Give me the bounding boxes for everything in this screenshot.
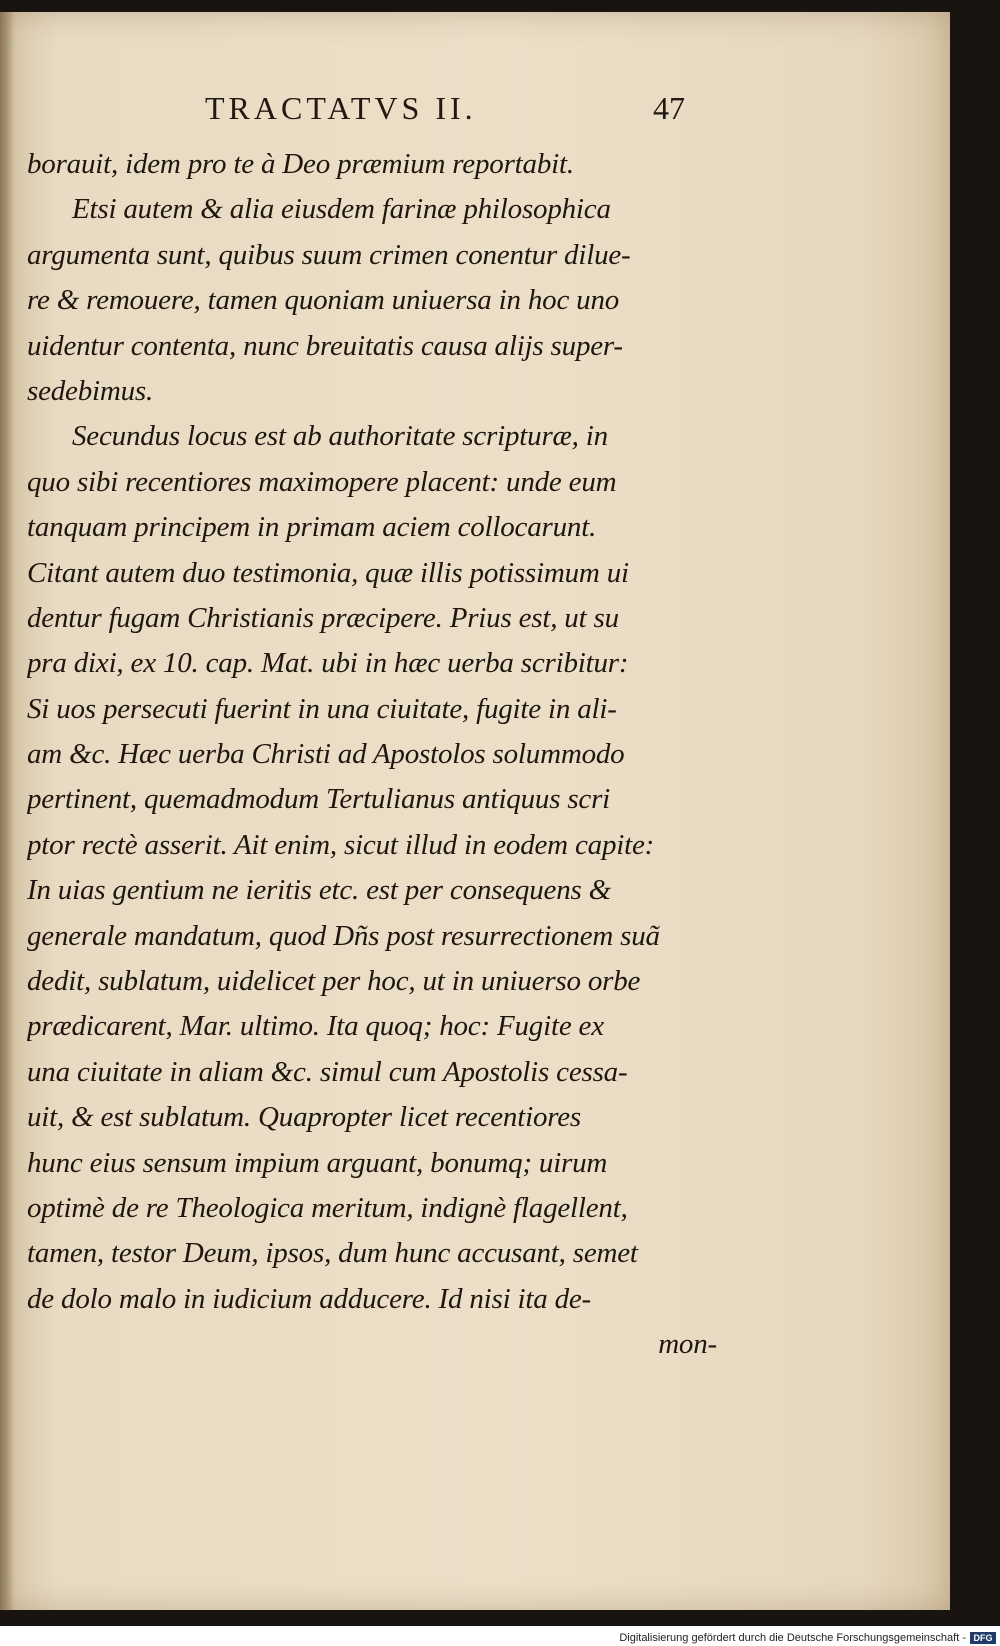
dfg-logo: DFG (970, 1632, 996, 1644)
text-line: pra dixi, ex 10. cap. Mat. ubi in hæc uerba scribitur: (27, 647, 629, 680)
footer-bar (0, 1630, 1000, 1646)
running-head (205, 90, 685, 130)
text-line: tamen, testor Deum, ipsos, dum hunc accusant, semet (27, 1237, 638, 1270)
text-line: Si uos persecuti fuerint in una ciuitate, fugite in ali- (27, 692, 617, 725)
text-line: Etsi autem & alia eiusdem farinæ philosophica (72, 193, 611, 226)
text-line: sedebimus. (27, 374, 154, 407)
page-edge-shadow (988, 1210, 1000, 1270)
funding-credit: Digitalisierung gefördert durch die Deutsche Forschungsgemeinschaft - (619, 1632, 966, 1644)
text-line: borauit, idem pro te à Deo præmium reportabit. (27, 148, 574, 180)
text-line: generale mandatum, quod Dñs post resurrectionem suã (27, 919, 660, 952)
running-title: TRACTATVS II. (205, 90, 477, 126)
text-line: una ciuitate in aliam &c. simul cum Apostolis cessa- (27, 1055, 628, 1088)
book-page (0, 12, 950, 1610)
text-line: tanquam principem in primam aciem collocarunt. (27, 511, 597, 544)
text-line: hunc eius sensum impium arguant, bonumq; uirum (27, 1146, 608, 1179)
text-line: ptor rectè asserit. Ait enim, sicut illud in eodem capite: (27, 828, 655, 861)
text-line: prædicarent, Mar. ultimo. Ita quoq; hoc: Fugite ex (27, 1010, 604, 1043)
text-line: uit, & est sublatum. Quapropter licet recentiores (27, 1101, 582, 1134)
catchword: mon- (658, 1328, 717, 1361)
text-block (27, 142, 717, 1368)
text-line: dedit, sublatum, uidelicet per hoc, ut in uniuerso orbe (27, 965, 641, 998)
text-line: dentur fugam Christianis præcipere. Prius est, ut su (27, 601, 619, 634)
text-line: re & remouere, tamen quoniam uniuersa in hoc uno (27, 284, 620, 317)
text-line: optimè de re Theologica meritum, indignè flagellent, (27, 1191, 628, 1224)
text-line: pertinent, quemadmodum Tertulianus antiquus scri (27, 783, 611, 816)
text-line: am &c. Hæc uerba Christi ad Apostolos solummodo (27, 738, 625, 771)
text-line: de dolo malo in iudicium adducere. Id nisi ita de- (27, 1282, 591, 1315)
text-line: Secundus locus est ab authoritate scripturæ, in (72, 420, 608, 453)
page-number: 47 (653, 90, 685, 126)
text-line: argumenta sunt, quibus suum crimen conentur dilue- (27, 238, 631, 271)
text-line: quo sibi recentiores maximopere placent: unde eum (27, 465, 617, 498)
text-line: Citant autem duo testimonia, quæ illis potissimum ui (27, 556, 629, 589)
text-line: uidentur contenta, nunc breuitatis causa alijs super- (27, 329, 623, 362)
text-line: In uias gentium ne ieritis etc. est per consequens & (27, 874, 611, 907)
